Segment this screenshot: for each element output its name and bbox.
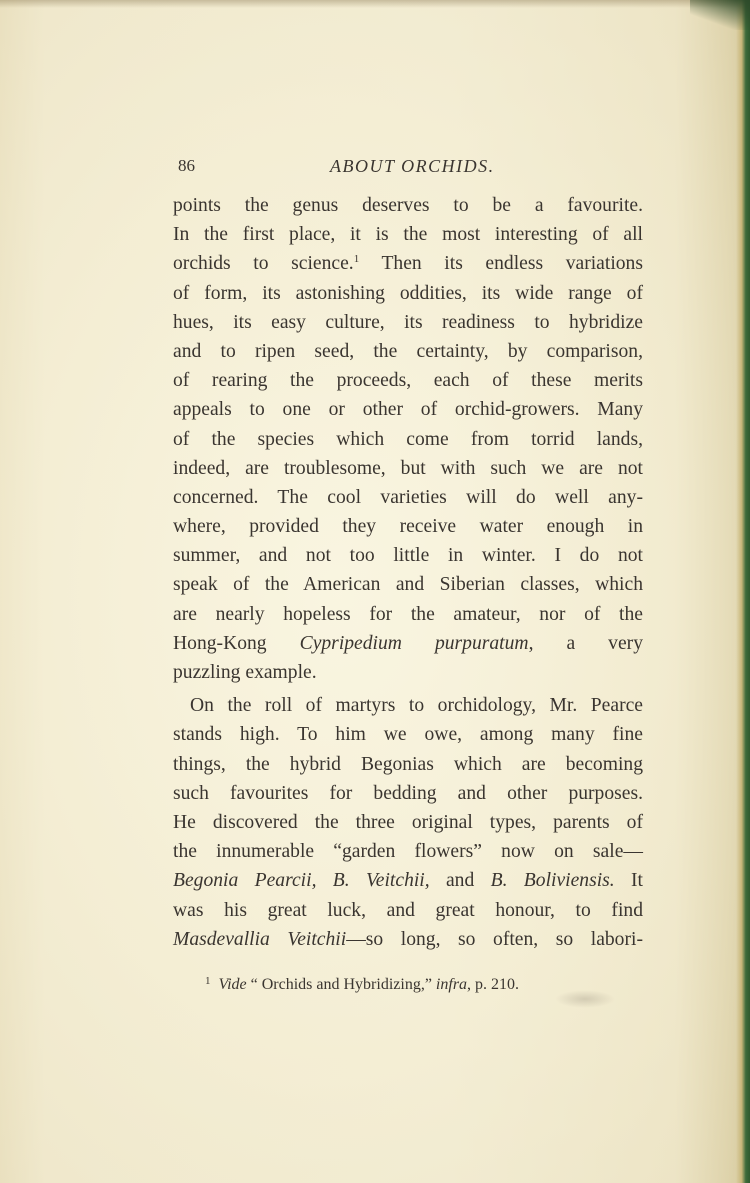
text-line: hues, its easy culture, its readiness to hybridize <box>173 311 643 333</box>
page-header <box>175 152 645 182</box>
text-line: orchids to science.$^1$ Then its endless variations <box>173 253 643 275</box>
text-line: where, provided they receive water enough in <box>173 516 643 538</box>
species-name: Masdevallia Veitchii <box>173 928 347 950</box>
text-line: concerned. The cool varieties will do well any- <box>173 486 643 508</box>
text-line: summer, and not too little in winter. I do not <box>173 545 643 567</box>
text-line: He discovered the three original types, parents of <box>173 811 643 833</box>
text-line: indeed, are troublesome, but with such we are not <box>173 457 643 479</box>
text-line: of the species which come from torrid lands, <box>173 428 643 450</box>
footnote-marker: 1 <box>205 975 211 987</box>
text-line: points the genus deserves to be a favourite. <box>173 195 643 216</box>
footnote-text: “ Orchids and Hybridizing,” <box>246 976 436 993</box>
page-top-shadow <box>0 0 750 8</box>
running-head: ABOUT ORCHIDS. <box>330 156 495 176</box>
text-line: appeals to one or other of orchid-growers. Many <box>173 399 643 421</box>
text-line: Hong-Kong Cypripedium purpuratum, a very <box>173 632 643 654</box>
text-line: Masdevallia Veitchii—so long, so often, so labori- <box>173 928 643 950</box>
cover-corner <box>690 0 750 30</box>
text-line: are nearly hopeless for the amateur, nor of the <box>173 603 643 625</box>
text-line: of form, its astonishing oddities, its wide range of <box>173 282 643 304</box>
footnote <box>205 975 519 994</box>
species-name: Begonia Pearcii, B. Veitchii, <box>173 870 430 892</box>
text-line: of rearing the proceeds, each of these merits <box>173 370 643 392</box>
text-line: was his great luck, and great honour, to find <box>173 899 643 921</box>
text-line: Begonia Pearcii, B. Veitchii, and B. Boliviensis. It <box>173 870 643 892</box>
text-line: and to ripen seed, the certainty, by comparison, <box>173 340 643 362</box>
species-name: B. Boliviensis. <box>490 870 615 892</box>
text-line: In the first place, it is the most interesting of all <box>173 224 643 246</box>
footnote-page: , p. 210. <box>467 976 520 993</box>
page-edge-binding <box>736 0 750 1183</box>
footnote-reference: 1 <box>353 253 360 266</box>
ink-smudge <box>555 990 615 1008</box>
species-name: Cypripedium purpuratum <box>299 632 529 654</box>
text-line: stands high. To him we owe, among many fine <box>173 724 643 746</box>
text-line: On the roll of martyrs to orchidology, Mr. Pearce <box>190 695 643 717</box>
text-line: such favourites for bedding and other purposes. <box>173 782 643 804</box>
text-line: speak of the American and Siberian classes, which <box>173 574 643 596</box>
page-number: 86 <box>178 156 195 175</box>
footnote-ref: infra <box>435 976 468 993</box>
footnote-prefix: Vide <box>218 976 247 993</box>
text-line: the innumerable “garden flowers” now on sale— <box>173 841 643 863</box>
body-text <box>173 191 643 954</box>
text-line: things, the hybrid Begonias which are becoming <box>173 753 643 775</box>
text-line: puzzling example. <box>173 662 317 683</box>
